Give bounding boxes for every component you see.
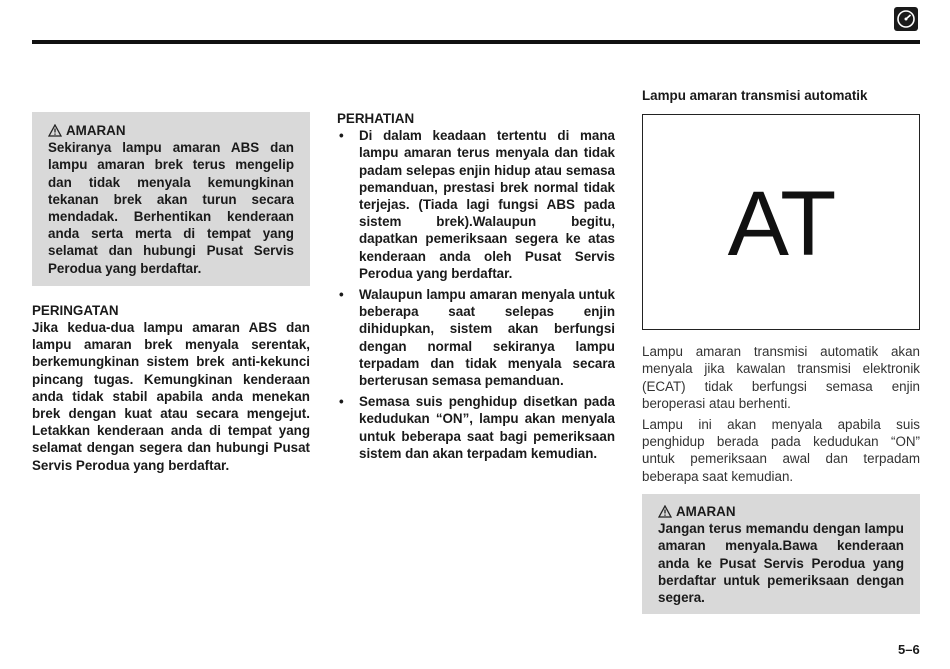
- left-column: [32, 112, 310, 474]
- right-description: [642, 343, 920, 485]
- warning-box: [32, 112, 310, 286]
- warning-box-body: Sekiranya lampu amaran ABS dan lampu amaran brek terus mengelip dan tidak menyala kemungkinan tekanan brek akan turun secara mendadak. Berhentikan kenderaan anda serta merta di tempat yang selamat dan hubungi Pusat Servis Perodua yang berdaftar.: [48, 140, 294, 276]
- peringatan-body: Jika kedua-dua lampu amaran ABS dan lampu amaran brek menyala serentak, berkemungkinan sistem brek anti-kekunci pincang tugas. Kemungkinan kenderaan anda tidak stabil apabila anda menekan brek dengan kuat atau secara mengejut. Letakkan kenderaan anda di tempat yang selamat dengan segera dan hubungi Pusat Servis Perodua yang berdaftar.: [32, 320, 310, 473]
- list-item: • Di dalam keadaan tertentu di mana lampu amaran terus menyala dan tidak padam selepas enjin hidup atau semasa pemanduan, prestasi brek normal tidak terjejas. (Tiada lagi fungsi ABS pada sistem brek).Walaupun begitu, dapatkan pemeriksaan segera ke atas kenderaan anda oleh Pusat Servis Perodua yang berdaftar.: [337, 127, 615, 282]
- at-indicator-box: [642, 114, 920, 330]
- peringatan-section: [32, 302, 310, 474]
- perhatian-list: [337, 127, 615, 462]
- peringatan-title: PERINGATAN: [32, 302, 119, 318]
- warning-triangle-icon: [658, 505, 672, 518]
- at-indicator-text: AT: [727, 172, 835, 275]
- list-item: • Walaupun lampu amaran menyala untuk beberapa saat selepas enjin dihidupkan, sistem akan berfungsi dengan normal sekiranya lampu terpadam dan tidak menyala secara berterusan semasa pemanduan.: [337, 286, 615, 389]
- perhatian-title: PERHATIAN: [337, 111, 415, 126]
- warning-triangle-icon: [48, 124, 62, 137]
- page-number: 5–6: [898, 642, 920, 657]
- right-para-1: Lampu amaran transmisi automatik akan menyala jika kawalan transmisi elektronik (ECAT) tidak berfungsi semasa enjin beroperasi atau berhenti.: [642, 344, 920, 412]
- warning-box: [642, 494, 920, 614]
- warning-box-title: AMARAN: [48, 122, 294, 139]
- speedometer-icon: [894, 7, 918, 31]
- warning-box-title: AMARAN: [658, 503, 904, 520]
- header-rule: [32, 40, 920, 44]
- right-warning-section: [642, 494, 920, 614]
- middle-column: [337, 110, 615, 466]
- right-para-2: Lampu ini akan menyala apabila suis penghidup berada pada kedudukan “ON” untuk pemeriksaan awal dan terpadam beberapa saat kemudian.: [642, 416, 920, 484]
- warning-box-body: Jangan terus memandu dengan lampu amaran menyala.Bawa kenderaan anda ke Pusat Servis Perodua yang berdaftar untuk pemeriksaan dengan segera.: [658, 521, 904, 606]
- right-column-title: Lampu amaran transmisi automatik: [642, 88, 868, 103]
- list-item: • Semasa suis penghidup disetkan pada kedudukan “ON”, lampu akan menyala untuk beberapa saat bagi pemeriksaan sistem dan akan terpadam kemudian.: [337, 393, 615, 462]
